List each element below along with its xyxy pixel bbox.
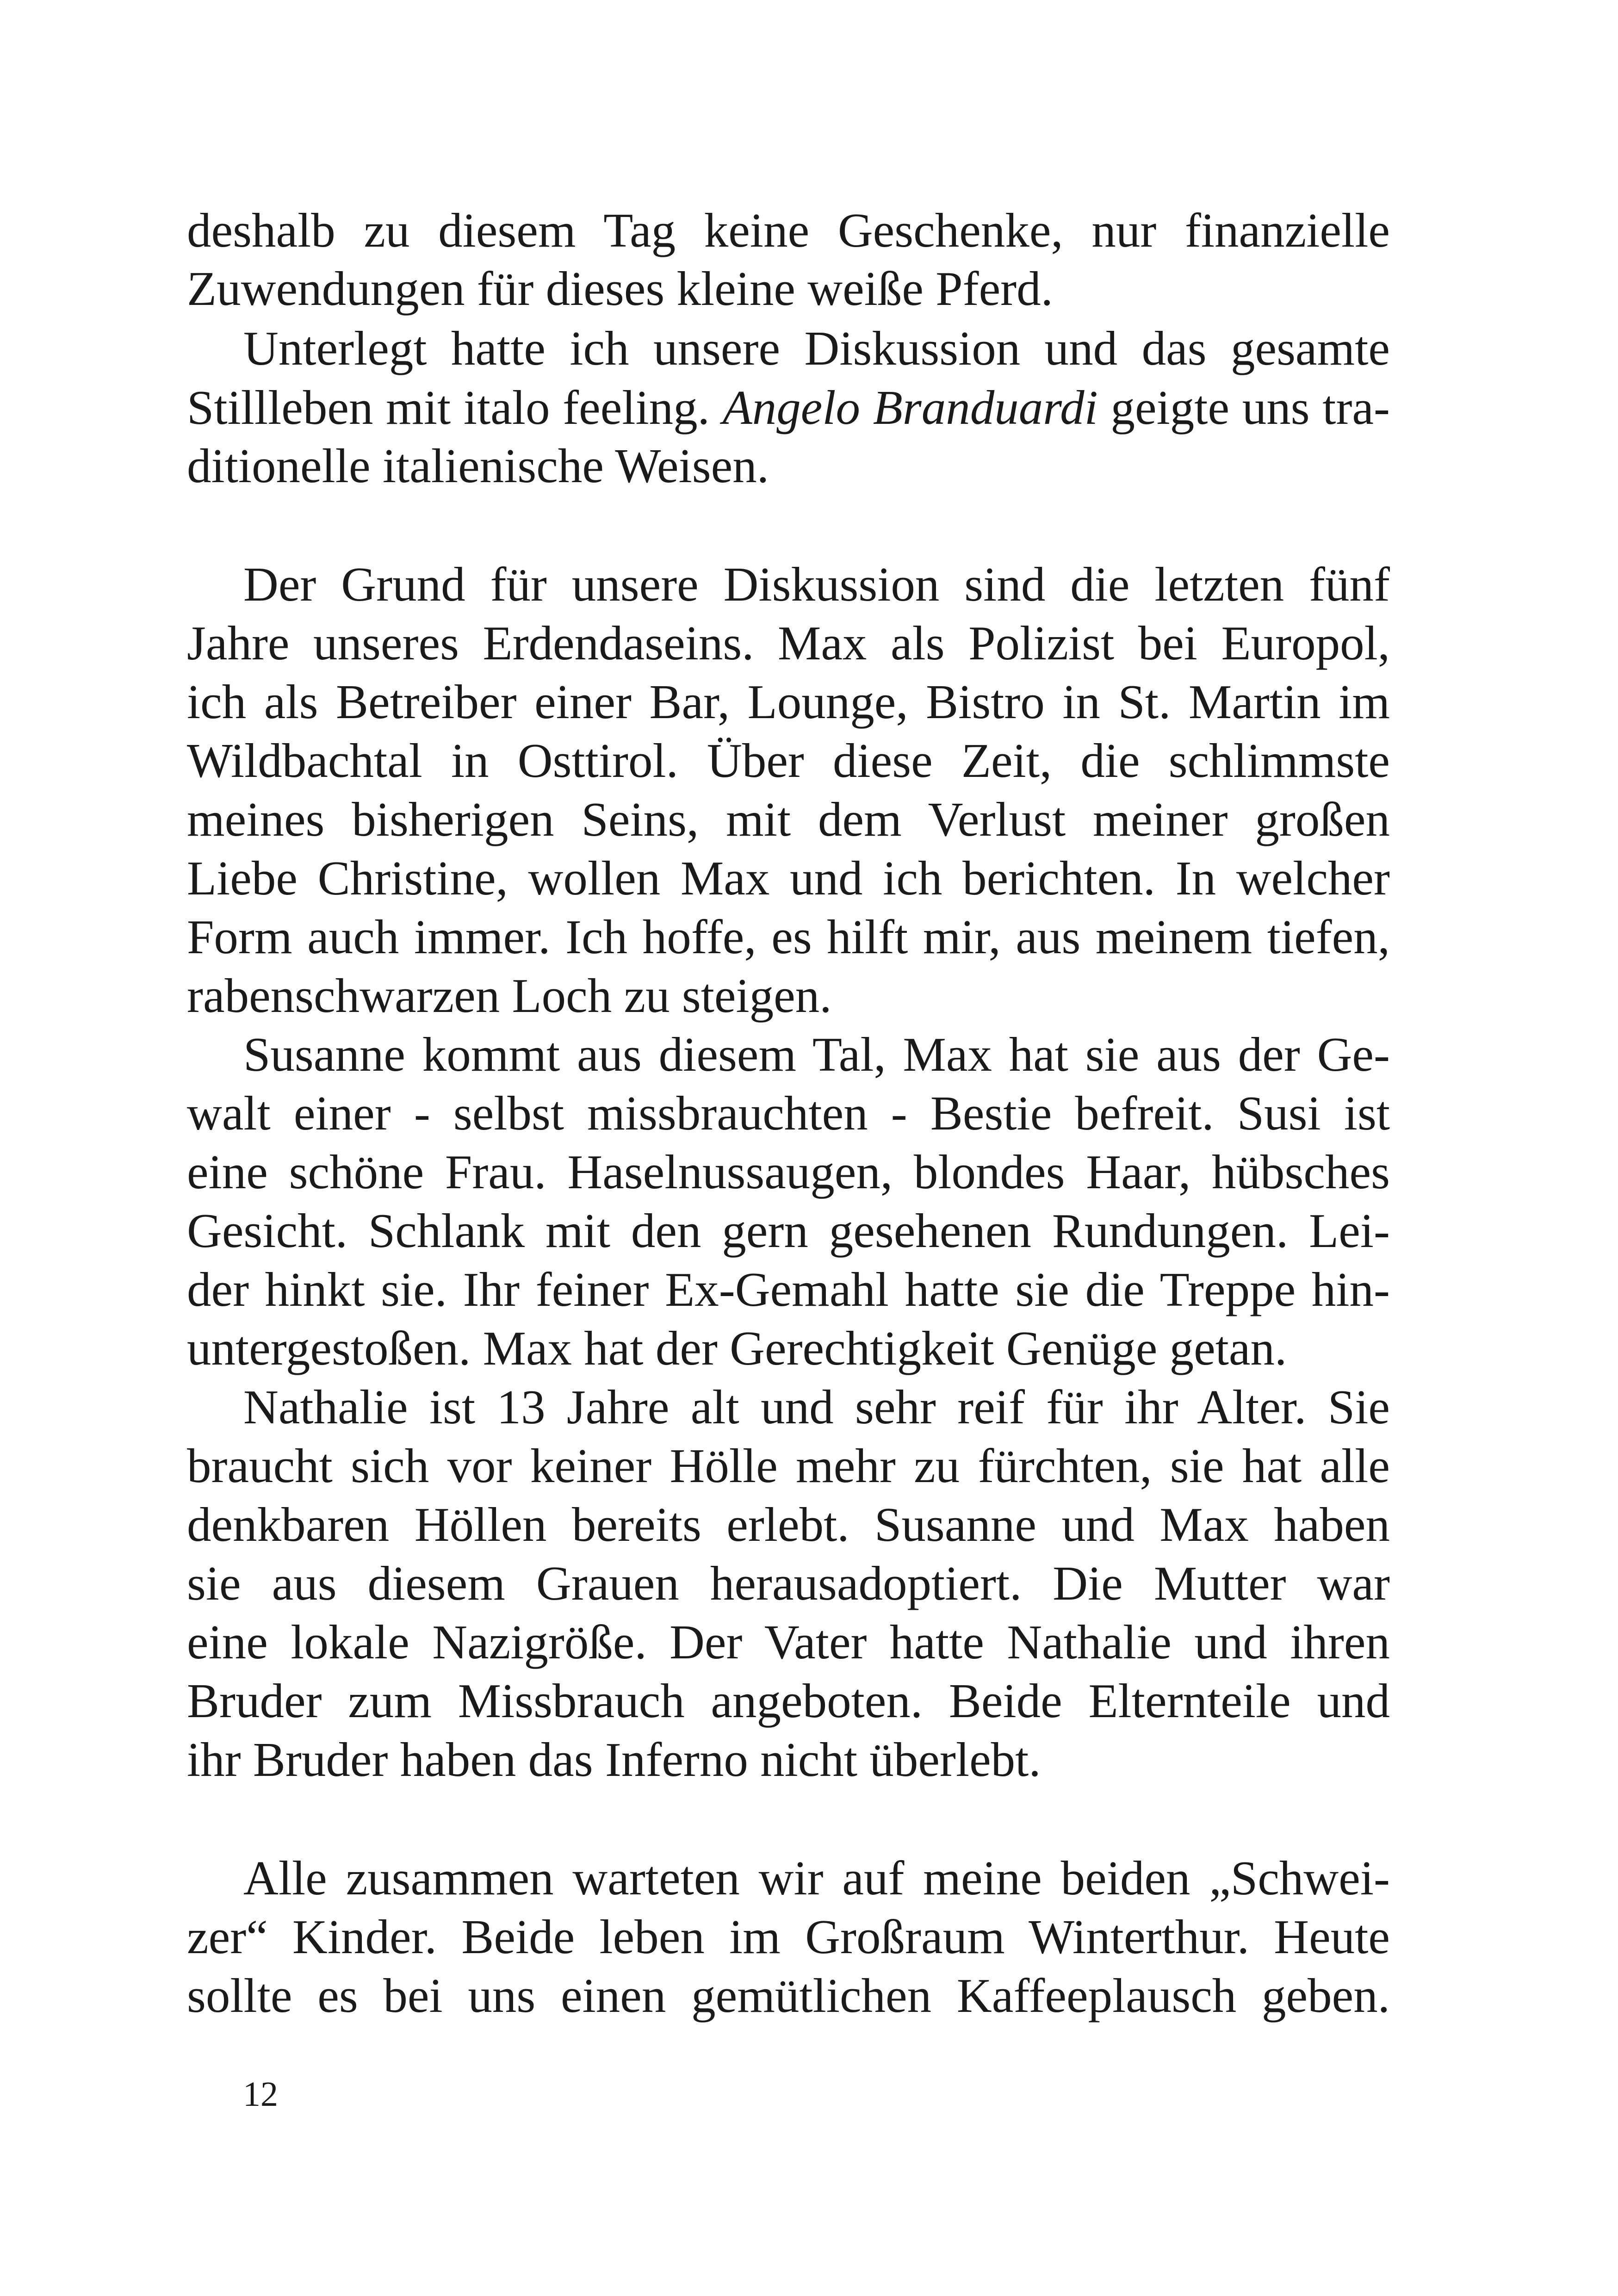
italic-name: Angelo Branduardi (722, 380, 1098, 434)
text-line: Gesicht. Schlank mit den gern gesehenen Rundungen. Lei- (187, 1204, 1390, 1258)
text-line: Der Grund für unsere Diskussion sind die letzten fünf (243, 557, 1390, 611)
text-line: deshalb zu diesem Tag keine Geschenke, nur finanzielle (187, 203, 1390, 257)
text-line: walt einer - selbst missbrauchten - Bestie befreit. Susi ist (187, 1086, 1390, 1140)
text-line: zer“ Kinder. Beide leben im Großraum Winterthur. Heute (187, 1910, 1390, 1964)
text-line: Jahre unseres Erdendaseins. Max als Polizist bei Europol, (187, 616, 1390, 670)
text-line: ditionelle italienische Weisen. (187, 439, 769, 493)
text-line: der hinkt sie. Ihr feiner Ex-Gemahl hatte sie die Treppe hin- (187, 1262, 1390, 1316)
text-span: geigte uns tra- (1097, 380, 1390, 434)
text-line: denkbaren Höllen bereits erlebt. Susanne und Max haben (187, 1497, 1390, 1551)
text-line: sollte es bei uns einen gemütlichen Kaffeeplausch geben. (187, 1968, 1390, 2023)
text-line: Nathalie ist 13 Jahre alt und sehr reif für ihr Alter. Sie (243, 1380, 1390, 1434)
text-line: ihr Bruder haben das Inferno nicht überlebt. (187, 1732, 1041, 1787)
text-line: Zuwendungen für dieses kleine weiße Pferd. (187, 261, 1053, 316)
text-line: ich als Betreiber einer Bar, Lounge, Bistro in St. Martin im (187, 675, 1390, 729)
text-line: meines bisherigen Seins, mit dem Verlust meiner großen (187, 792, 1390, 846)
text-line: Alle zusammen warteten wir auf meine beiden „Schwei- (243, 1851, 1390, 1905)
text-line: untergestoßen. Max hat der Gerechtigkeit Genüge getan. (187, 1321, 1287, 1375)
text-line: Form auch immer. Ich hoffe, es hilft mir, aus meinem tiefen, (187, 910, 1390, 964)
text-line: Bruder zum Missbrauch angeboten. Beide Elternteile und (187, 1674, 1390, 1728)
text-line: eine schöne Frau. Haselnussaugen, blondes Haar, hübsches (187, 1145, 1390, 1199)
text-line: Unterlegt hatte ich unsere Diskussion und das gesamte (243, 321, 1390, 375)
text-line: eine lokale Nazigröße. Der Vater hatte Nathalie und ihren (187, 1615, 1390, 1669)
text-line: rabenschwarzen Loch zu steigen. (187, 968, 832, 1023)
text-line: Susanne kommt aus diesem Tal, Max hat sie aus der Ge- (243, 1027, 1390, 1081)
text-line: Wildbachtal in Osttirol. Über diese Zeit, die schlimmste (187, 733, 1390, 788)
text-line (187, 378, 1390, 437)
text-line: Liebe Christine, wollen Max und ich berichten. In welcher (187, 851, 1390, 905)
text-line: sie aus diesem Grauen herausadoptiert. Die Mutter war (187, 1556, 1390, 1610)
text-line: braucht sich vor keiner Hölle mehr zu fürchten, sie hat alle (187, 1439, 1390, 1493)
text-span: Stillleben mit italo feeling. (187, 380, 723, 434)
page-number: 12 (243, 2075, 278, 2114)
